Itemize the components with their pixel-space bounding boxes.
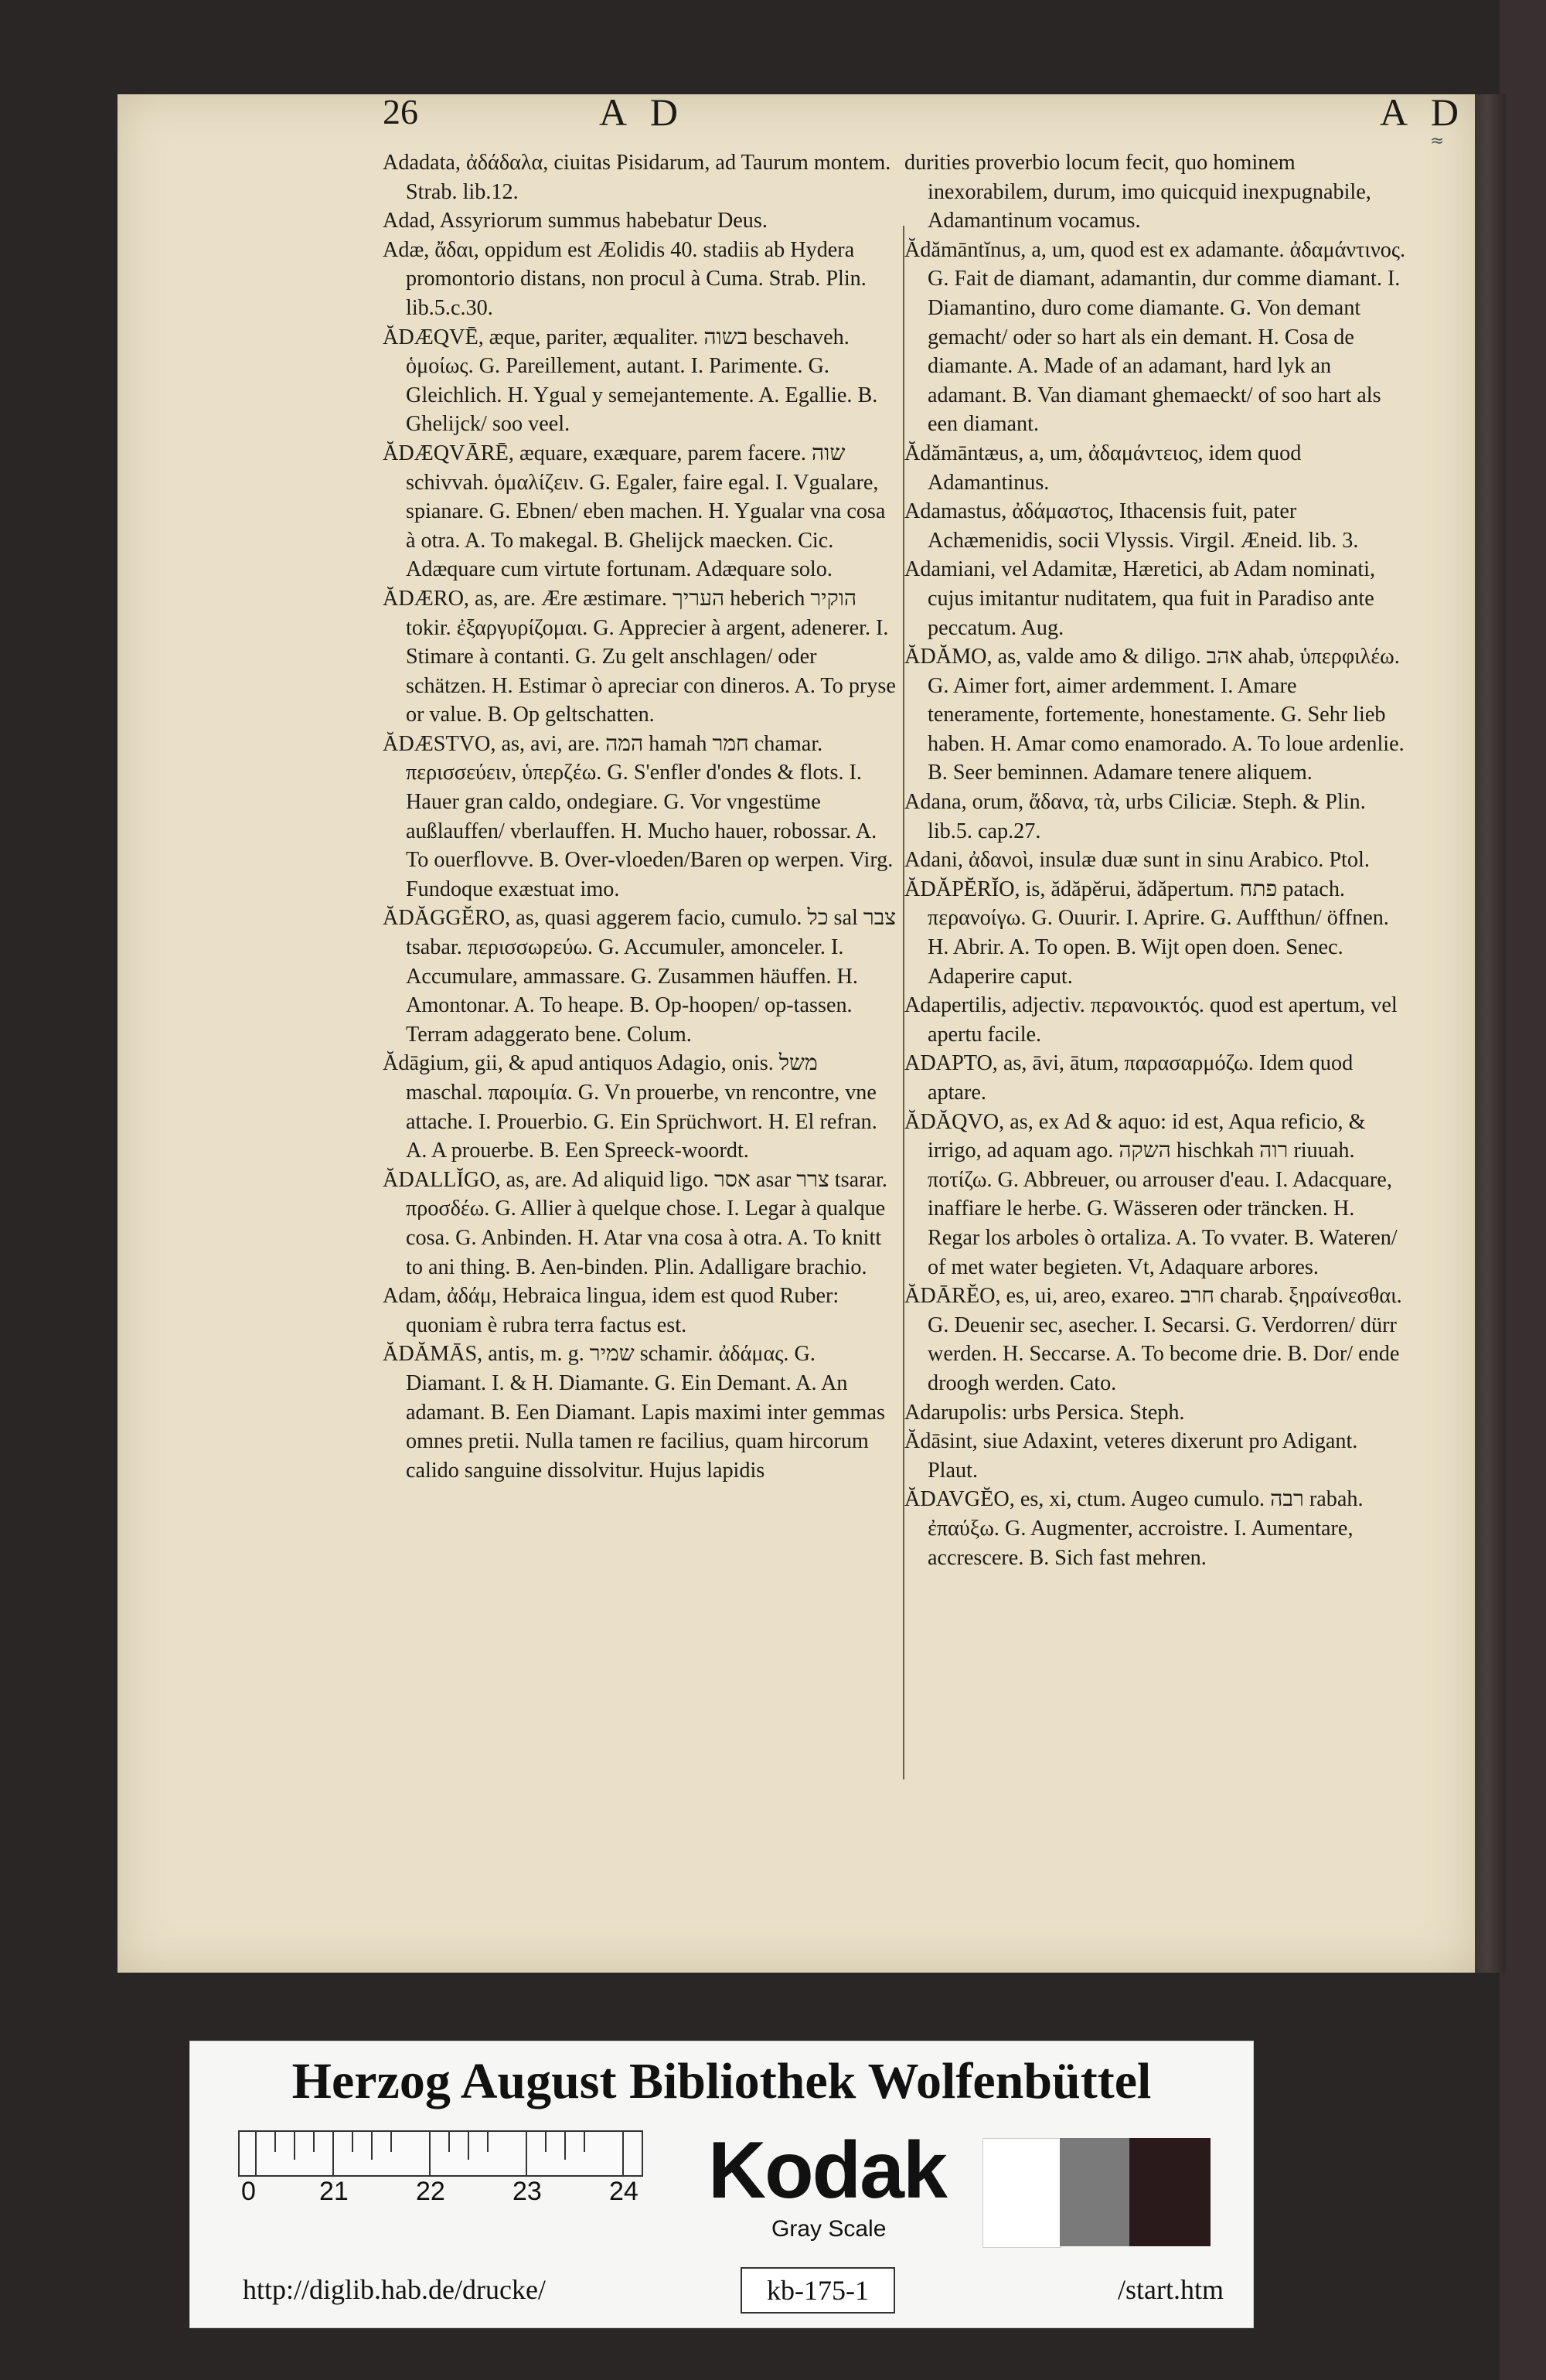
ruler-tick bbox=[274, 2132, 276, 2152]
dictionary-entry: ĂDÆSTVO, as, avi, are. המה hamah חמר chamar. περισσεύειν, ὑπερζέω. G. S'enfler d'ondes & flots. I. Hauer gran caldo, ondegiare. G. Vor vngestüme außlauffen/ vberlauffen. H. Mucho hauer, robossar. A. To ouerflovve. B. Over-vloeden/Baren op werpen. Virg. Fundoque exæstuat imo. bbox=[383, 731, 894, 901]
dictionary-entry: Ădămāntæus, a, um, ἀδαμάντειος, idem quod Adamantinus. bbox=[904, 441, 1302, 495]
dictionary-entry: Adamiani, vel Adamitæ, Hæretici, ab Adam nominati, cujus imitantur nuditatem, qua fuit in Paradiso ante peccatum. Aug. bbox=[904, 557, 1376, 640]
dictionary-entry: ĂDĂPĔRĬO, is, ădăpĕrui, ădăpertum. פתח patach. περανοίγω. G. Ouurir. I. Aprire. G. Auffthun/ öffnen. H. Abrir. A. To open. B. Wijt open doen. Senec. Adaperire caput. bbox=[904, 877, 1389, 989]
dictionary-entry: Adadata, ἀδάδαλα, ciuitas Pisidarum, ad Taurum montem. Strab. lib.12. bbox=[383, 151, 891, 204]
measurement-ruler bbox=[238, 2130, 640, 2208]
url-right: /start.htm bbox=[1118, 2274, 1224, 2305]
ruler-tick bbox=[526, 2132, 527, 2175]
dictionary-entry: Ădămāntĭnus, a, um, quod est ex adamante. ἀδαμάντινος. G. Fait de diamant, adamantin, dur comme diamant. I. Diamantino, duro come diamante. G. Von demant gemacht/ oder so hart als ein demant. H. Cosa de diamante. A. Made of an adamant, hard lyk an adamant. B. Van diamant ghemaeckt/ of soo hart als een diamant. bbox=[904, 237, 1406, 437]
ruler-number: 23 bbox=[512, 2177, 542, 2206]
page-header bbox=[263, 91, 1476, 145]
dictionary-entry: Adad, Assyriorum summus habebatur Deus. bbox=[383, 209, 768, 233]
ruler-tick bbox=[352, 2132, 353, 2152]
dictionary-entry: durities proverbio locum fecit, quo hominem inexorabilem, durum, imo quicquid inexpugnabile, Adamantinum vocamus. bbox=[904, 151, 1371, 233]
ruler-tick bbox=[487, 2132, 489, 2152]
dictionary-entry: ĂDĂQVO, as, ex Ad & aquo: id est, Aqua reficio, & irrigo, ad aquam ago. השקה hischkah רוה riuuah. ποτίζω. G. Abbreuer, ou arrouser d'eau. I. Adacquare, inaffiare le herbe. G. Wässeren oder träncken. H. Regar los arboles ò ortaliza. A. To vvater. B. Wateren/ of met water begieten. Vt, Adaquare arbores. bbox=[904, 1109, 1398, 1279]
ruler-tick bbox=[429, 2132, 431, 2175]
dictionary-entry: Adæ, ἄδαι, oppidum est Æolidis 40. stadiis ab Hydera promontorio distans, non procul à Cuma. Strab. Plin. lib.5.c.30. bbox=[383, 237, 867, 320]
page-edge bbox=[1475, 94, 1506, 1973]
right-column bbox=[904, 148, 1411, 1572]
document-code: kb-175-1 bbox=[741, 2267, 895, 2314]
dictionary-entry: ĂDĀRĔO, es, ui, areo, exareo. חרב charab. ξηραίνεσθαι. G. Deuenir sec, asecher. I. Secarsi. G. Verdorren/ dürr werden. H. Seccarse. A. To become drie. B. Dor/ ende droogh werden. Cato. bbox=[904, 1284, 1402, 1395]
dictionary-entry: ĂDALLĬGO, as, are. Ad aliquid ligo. אסר asar צרר tsarar. προσδέω. G. Allier à quelque chose. I. Legar à qualque cosa. G. Anbinden. H. Atar vna cosa à otra. A. To knitt to ani thing. B. Aen-binden. Plin. Adalligare brachio. bbox=[383, 1167, 887, 1279]
ruler-tick bbox=[468, 2132, 469, 2160]
dictionary-entry: ĂDÆQVĒ, æque, pariter, æqualiter. בשוה beschaveh. ὁμοίως. G. Pareillement, autant. I. Parimente. G. Gleichlich. H. Ygual y semejantemente. A. Egallie. B. Ghelijck/ soo veel. bbox=[383, 325, 878, 437]
kodak-logo: Kodak bbox=[708, 2126, 946, 2215]
library-title: Herzog August Bibliothek Wolfenbüttel bbox=[291, 2053, 1152, 2109]
ruler-tick bbox=[564, 2132, 566, 2160]
dictionary-entry: ĂDĂMO, as, valde amo & diligo. אהב ahab, ὑπερφιλέω. G. Aimer fort, aimer ardemment. I. Amare teneramente, fortemente, honestamente. G. Sehr lieb haben. H. Amar como enamorado. A. To loue ardenlie. B. Seer beminnen. Adamare tenere aliquem. bbox=[904, 645, 1405, 785]
dictionary-entry: Adamastus, ἀδάμαστος, Ithacensis fuit, pater Achæmenidis, socii Vlyssis. Virgil. Æneid. lib. 3. bbox=[904, 499, 1359, 553]
page-mark: ≈ bbox=[1430, 131, 1445, 151]
ruler-tick bbox=[622, 2132, 624, 2175]
left-column bbox=[383, 148, 897, 1485]
dictionary-entry: ĂDÆRO, as, are. Ære æstimare. העריך heberich הוקיר tokir. ἐξαργυρίζομαι. G. Apprecier à argent, adenerer. I. Stimare à contanti. G. Zu gelt anschlagen/ oder schätzen. H. Estimar ò apreciar con dineros. A. To pryse or value. B. Op geltschatten. bbox=[383, 586, 896, 727]
ruler-bar bbox=[238, 2130, 643, 2177]
dictionary-entry: ĂDÆQVĀRĒ, æquare, exæquare, parem facere. שוה schivvah. ὁμαλίζειν. G. Egaler, faire egal. I. Vgualare, spianare. G. Ebnen/ eben machen. H. Ygualar vna cosa à otra. A. To makegal. B. Ghelijck maecken. Cic. Adæquare cum virtute fortunam. Adæquare solo. bbox=[383, 441, 886, 582]
gray-swatch-white bbox=[982, 2138, 1061, 2248]
gray-swatch-dark bbox=[1129, 2138, 1211, 2246]
book-binding bbox=[1500, 0, 1546, 2380]
ruler-number: 21 bbox=[319, 2177, 349, 2206]
dictionary-entry: Ădāsint, siue Adaxint, veteres dixerunt pro Adigant. Plaut. bbox=[904, 1429, 1358, 1483]
gray-swatch-mid bbox=[1060, 2138, 1129, 2246]
ruler-tick bbox=[584, 2132, 585, 2152]
dictionary-entry: ĂDAVGĔO, es, xi, ctum. Augeo cumulo. רבה rabah. ἐπαύξω. G. Augmenter, accroistre. I. Aumentare, accrescere. B. Sich fast mehren. bbox=[904, 1487, 1364, 1570]
dictionary-entry: Adana, orum, ἄδανα, τὰ, urbs Ciliciæ. Steph. & Plin. lib.5. cap.27. bbox=[904, 790, 1366, 843]
running-head-right: A D bbox=[1380, 90, 1466, 134]
dictionary-entry: ĂDĂGGĔRO, as, quasi aggerem facio, cumulo. כל sal צבר tsabar. περισσωρεύω. G. Accumuler, amonceler. I. Accumulare, ammassare. G. Zusammen häuffen. H. Amontonar. A. To heape. B. Op-hoopen/ op-tassen. Terram adaggerato bene. Colum. bbox=[383, 906, 897, 1047]
color-target-card bbox=[189, 2041, 1254, 2328]
dictionary-entry: Adam, ἀδάμ, Hebraica lingua, idem est quod Ruber: quoniam è rubra terra factus est. bbox=[383, 1284, 839, 1337]
gray-scale-label: Gray Scale bbox=[771, 2216, 887, 2242]
ruler-number: 24 bbox=[609, 2177, 638, 2206]
running-head-left: A D bbox=[599, 90, 686, 134]
ruler-number: 22 bbox=[416, 2177, 445, 2206]
dictionary-entry: Adani, ἀδανοὶ, insulæ duæ sunt in sinu Arabico. Ptol. bbox=[904, 848, 1370, 873]
ruler-number: 0 bbox=[241, 2177, 256, 2206]
page-number: 26 bbox=[383, 92, 418, 131]
ruler-tick bbox=[255, 2132, 257, 2175]
dictionary-entry: ADAPTO, as, āvi, ātum, παρασαρμόζω. Idem quod aptare. bbox=[904, 1051, 1354, 1105]
ruler-tick bbox=[448, 2132, 450, 2152]
ruler-tick bbox=[313, 2132, 315, 2152]
ruler-tick bbox=[545, 2132, 547, 2152]
ruler-tick bbox=[332, 2132, 334, 2175]
ruler-tick bbox=[294, 2132, 295, 2160]
url-left: http://diglib.hab.de/drucke/ bbox=[243, 2274, 546, 2305]
dictionary-entry: ĂDĂMĀS, antis, m. g. שמיר schamir. ἀδάμας. G. Diamant. I. & H. Diamante. G. Ein Demant. A. An adamant. B. Een Diamant. Lapis maximi inter gemmas omnes pretii. Nulla tamen re facilius, quam hircorum calido sanguine dissolvitur. Hujus lapidis bbox=[383, 1342, 885, 1483]
ruler-tick bbox=[390, 2132, 392, 2152]
dictionary-entry: Ădāgium, gii, & apud antiquos Adagio, onis. משל maschal. παροιμία. G. Vn prouerbe, vn rencontre, vne attache. I. Prouerbio. G. Ein Sprüchwort. H. El refran. A. A prouerbe. B. Een Spreeck-woordt. bbox=[383, 1051, 877, 1163]
dictionary-entry: Adapertilis, adjectiv. περανοικτός. quod est apertum, vel apertu facile. bbox=[904, 993, 1398, 1047]
dictionary-entry: Adarupolis: urbs Persica. Steph. bbox=[904, 1400, 1185, 1425]
ruler-tick bbox=[371, 2132, 373, 2160]
